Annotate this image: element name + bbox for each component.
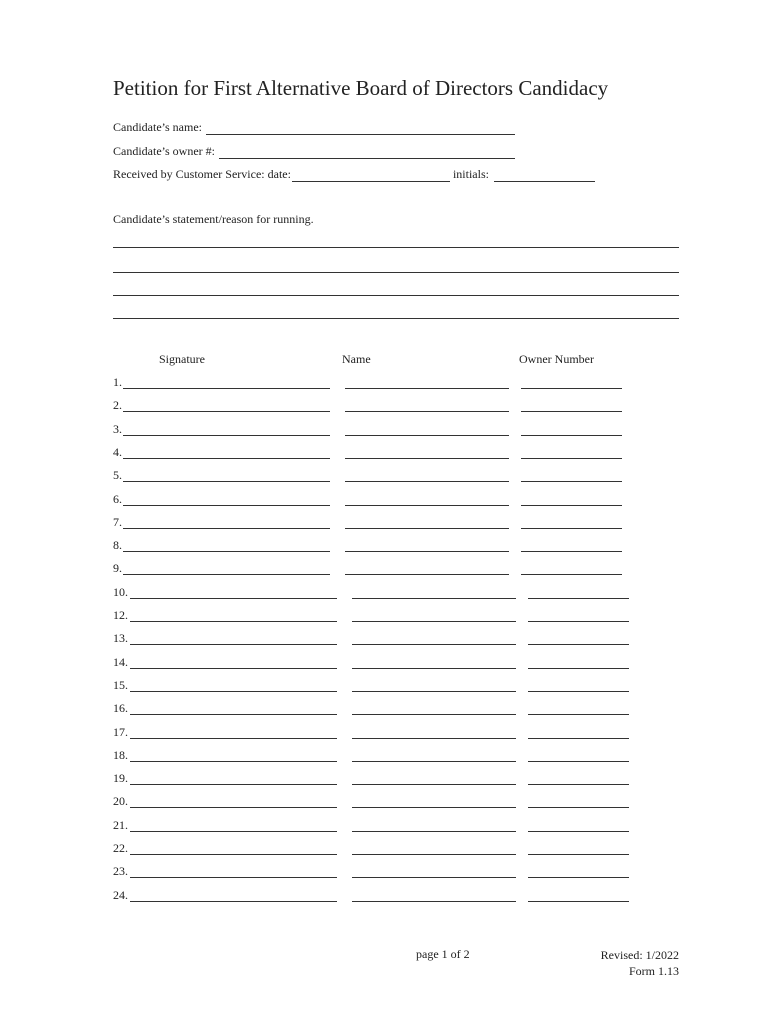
table-row <box>113 770 643 786</box>
row-number: 10. <box>113 585 128 599</box>
page-number: page 1 of 2 <box>416 947 470 961</box>
table-row <box>113 840 643 856</box>
table-row <box>113 607 643 623</box>
owner-number-blank[interactable] <box>521 388 622 389</box>
name-blank[interactable] <box>345 435 509 436</box>
owner-number-blank[interactable] <box>528 644 629 645</box>
row-number: 20. <box>113 794 128 808</box>
name-blank[interactable] <box>345 411 509 412</box>
owner-number-blank[interactable] <box>528 831 629 832</box>
table-row <box>113 887 643 903</box>
name-blank[interactable] <box>345 481 509 482</box>
table-row <box>113 584 643 600</box>
name-blank[interactable] <box>352 738 516 739</box>
signature-blank[interactable] <box>130 691 337 692</box>
signature-blank[interactable] <box>130 714 337 715</box>
owner-number-blank[interactable] <box>521 551 622 552</box>
owner-number-blank[interactable] <box>528 877 629 878</box>
signature-blank[interactable] <box>130 598 337 599</box>
signature-blank[interactable] <box>123 481 330 482</box>
signature-blank[interactable] <box>130 644 337 645</box>
row-number: 3. <box>113 422 122 436</box>
row-number: 13. <box>113 631 128 645</box>
table-row <box>113 514 643 530</box>
owner-number-blank[interactable] <box>521 481 622 482</box>
statement-line[interactable] <box>113 272 679 273</box>
owner-number-blank[interactable] <box>528 738 629 739</box>
initials-blank[interactable] <box>494 170 595 182</box>
revision-info <box>601 947 679 979</box>
owner-number-blank[interactable] <box>521 528 622 529</box>
owner-number-blank[interactable] <box>521 411 622 412</box>
owner-number-blank[interactable] <box>528 854 629 855</box>
candidate-owner-label: Candidate’s owner #: <box>113 144 215 158</box>
table-row <box>113 444 643 460</box>
row-number: 22. <box>113 841 128 855</box>
name-blank[interactable] <box>352 854 516 855</box>
table-row <box>113 724 643 740</box>
table-row <box>113 537 643 553</box>
table-row <box>113 654 643 670</box>
signature-blank[interactable] <box>123 458 330 459</box>
row-number: 16. <box>113 701 128 715</box>
table-row <box>113 374 643 390</box>
name-blank[interactable] <box>352 807 516 808</box>
statement-line[interactable] <box>113 295 679 296</box>
name-blank[interactable] <box>352 598 516 599</box>
name-blank[interactable] <box>345 574 509 575</box>
table-row <box>113 397 643 413</box>
signature-blank[interactable] <box>130 621 337 622</box>
candidate-name-blank[interactable] <box>206 123 515 135</box>
owner-number-blank[interactable] <box>528 668 629 669</box>
row-number: 24. <box>113 888 128 902</box>
signature-blank[interactable] <box>123 435 330 436</box>
statement-line[interactable] <box>113 318 679 319</box>
owner-number-blank[interactable] <box>521 458 622 459</box>
received-field[interactable] <box>113 167 595 182</box>
owner-number-blank[interactable] <box>521 574 622 575</box>
statement-line[interactable] <box>113 247 679 248</box>
signature-blank[interactable] <box>123 505 330 506</box>
signature-blank[interactable] <box>130 877 337 878</box>
signature-blank[interactable] <box>130 738 337 739</box>
table-row <box>113 793 643 809</box>
candidate-owner-field[interactable] <box>113 144 515 159</box>
candidate-name-label: Candidate’s name: <box>113 120 202 134</box>
table-row <box>113 747 643 763</box>
table-row <box>113 560 643 576</box>
row-number: 8. <box>113 538 122 552</box>
name-blank[interactable] <box>352 831 516 832</box>
name-blank[interactable] <box>345 505 509 506</box>
name-blank[interactable] <box>352 644 516 645</box>
owner-number-blank[interactable] <box>528 761 629 762</box>
candidate-owner-blank[interactable] <box>219 147 515 159</box>
signature-column-header: Signature <box>159 352 205 366</box>
signature-blank[interactable] <box>123 528 330 529</box>
row-number: 14. <box>113 655 128 669</box>
table-row <box>113 700 643 716</box>
row-number: 21. <box>113 818 128 832</box>
owner-number-blank[interactable] <box>528 807 629 808</box>
table-row <box>113 863 643 879</box>
received-date-label: Received by Customer Service: date: <box>113 167 291 181</box>
name-blank[interactable] <box>345 551 509 552</box>
owner-number-blank[interactable] <box>528 621 629 622</box>
row-number: 17. <box>113 725 128 739</box>
name-blank[interactable] <box>352 901 516 902</box>
received-date-blank[interactable] <box>292 170 450 182</box>
signature-blank[interactable] <box>130 831 337 832</box>
name-blank[interactable] <box>352 714 516 715</box>
statement-label: Candidate’s statement/reason for running. <box>113 212 314 226</box>
name-blank[interactable] <box>352 621 516 622</box>
row-number: 2. <box>113 398 122 412</box>
owner-number-blank[interactable] <box>528 901 629 902</box>
owner-number-blank[interactable] <box>521 435 622 436</box>
table-row <box>113 677 643 693</box>
name-blank[interactable] <box>352 668 516 669</box>
row-number: 19. <box>113 771 128 785</box>
table-row <box>113 817 643 833</box>
page-title: Petition for First Alternative Board of Directors Candidacy <box>113 76 609 100</box>
table-row <box>113 421 643 437</box>
owner-number-blank[interactable] <box>528 714 629 715</box>
row-number: 1. <box>113 375 122 389</box>
form-number: Form 1.13 <box>628 964 679 978</box>
owner-number-blank[interactable] <box>521 505 622 506</box>
row-number: 6. <box>113 492 122 506</box>
signature-blank[interactable] <box>123 388 330 389</box>
revised-date: Revised: 1/2022 <box>600 948 679 962</box>
name-blank[interactable] <box>345 458 509 459</box>
owner-number-blank[interactable] <box>528 598 629 599</box>
signature-blank[interactable] <box>130 784 337 785</box>
signature-blank[interactable] <box>123 551 330 552</box>
name-blank[interactable] <box>352 784 516 785</box>
signature-blank[interactable] <box>130 854 337 855</box>
name-blank[interactable] <box>352 761 516 762</box>
name-blank[interactable] <box>352 877 516 878</box>
row-number: 5. <box>113 468 122 482</box>
candidate-name-field[interactable] <box>113 120 515 135</box>
row-number: 18. <box>113 748 128 762</box>
name-column-header: Name <box>342 352 371 366</box>
name-blank[interactable] <box>345 388 509 389</box>
signature-blank[interactable] <box>123 411 330 412</box>
row-number: 12. <box>113 608 128 622</box>
signature-blank[interactable] <box>130 668 337 669</box>
owner-number-column-header: Owner Number <box>519 352 594 366</box>
owner-number-blank[interactable] <box>528 784 629 785</box>
initials-label: initials: <box>452 167 489 181</box>
signature-blank[interactable] <box>130 807 337 808</box>
row-number: 9. <box>113 561 122 575</box>
row-number: 23. <box>113 864 128 878</box>
owner-number-blank[interactable] <box>528 691 629 692</box>
row-number: 4. <box>113 445 122 459</box>
table-row <box>113 630 643 646</box>
name-blank[interactable] <box>352 691 516 692</box>
name-blank[interactable] <box>345 528 509 529</box>
row-number: 15. <box>113 678 128 692</box>
signature-blank[interactable] <box>130 901 337 902</box>
table-row <box>113 491 643 507</box>
signature-blank[interactable] <box>123 574 330 575</box>
table-row <box>113 467 643 483</box>
row-number: 7. <box>113 515 122 529</box>
signature-blank[interactable] <box>130 761 337 762</box>
